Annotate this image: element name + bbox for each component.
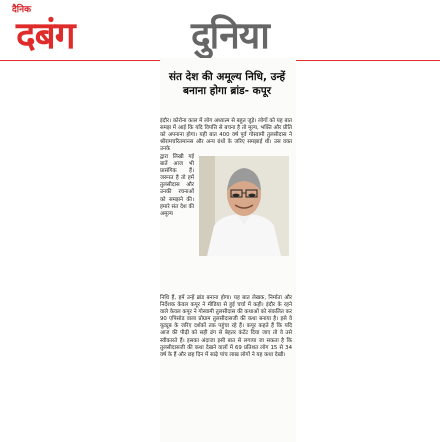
masthead-small-label: दैनिक — [12, 5, 32, 15]
article-paragraph-right: द्वारा लिखी गई बातें आज भी प्रासंगिक हैं। जरूरत है तो हमें तुलसीदास और उनकी रचनाओं को समझने की। हमारे संत देश की अमूल्य — [160, 154, 194, 217]
article-headline: संत देश की अमूल्य निधि, उन्हें बनाना होगा ब्रांड- कपूर — [168, 71, 286, 97]
masthead-brand-right: दुनिया — [191, 14, 269, 57]
person-photo — [199, 156, 289, 256]
newspaper-masthead — [0, 0, 440, 64]
article-paragraph-1: इंदौर। कोरोना काल में लोग अध्यात्म से बहुत जुड़े। लोगों को यह बात समझ में आई कि यदि विपत्ति से बचना है तो मूल्य, भक्ति और प्रीति को अपनाना होगा। यही बात 400 वर्ष पूर्व गोस्वामी तुलसीदास ने श्रीरामचरितमानस और अन्य ग्रंथों के जरिए समझाई थी। उस वक्त उनके — [160, 118, 292, 153]
article-paragraph-bottom: निधि हैं, हमें उन्हें ब्रांड बनाना होगा। यह बात लेखक, निर्माता और निर्देशक केवल कपूर ने मीडिया से हुई चर्चा में कही। इंदौर के रहने वाले केवल कपूर ने गोस्वामी तुलसीदास की कथाओं को संकलित कर 90 एपिसोड वाला प्रोग्राम तुलसीदासजी की कथा बनाया है। इसे वे यूट्यूब के जरिए दर्शकों तक पहुंचा रहे हैं। कपूर कहते हैं कि यदि आज की पीढ़ी को सही ढंग से बेहतर कंटेंट दिया जाए तो वे उसे स्वीकारते हैं। इसका अंदाजा इसी बात से लगाया जा सकता है कि तुलसीदासजी की कथा देखने वालों में 69 प्रतिशत लोग 15 से 34 वर्ष के हैं और छह दिन में साढ़े पांच लाख लोगों ने यह कथा देखी। — [160, 295, 292, 358]
masthead-brand-left: दबंग — [16, 14, 75, 57]
